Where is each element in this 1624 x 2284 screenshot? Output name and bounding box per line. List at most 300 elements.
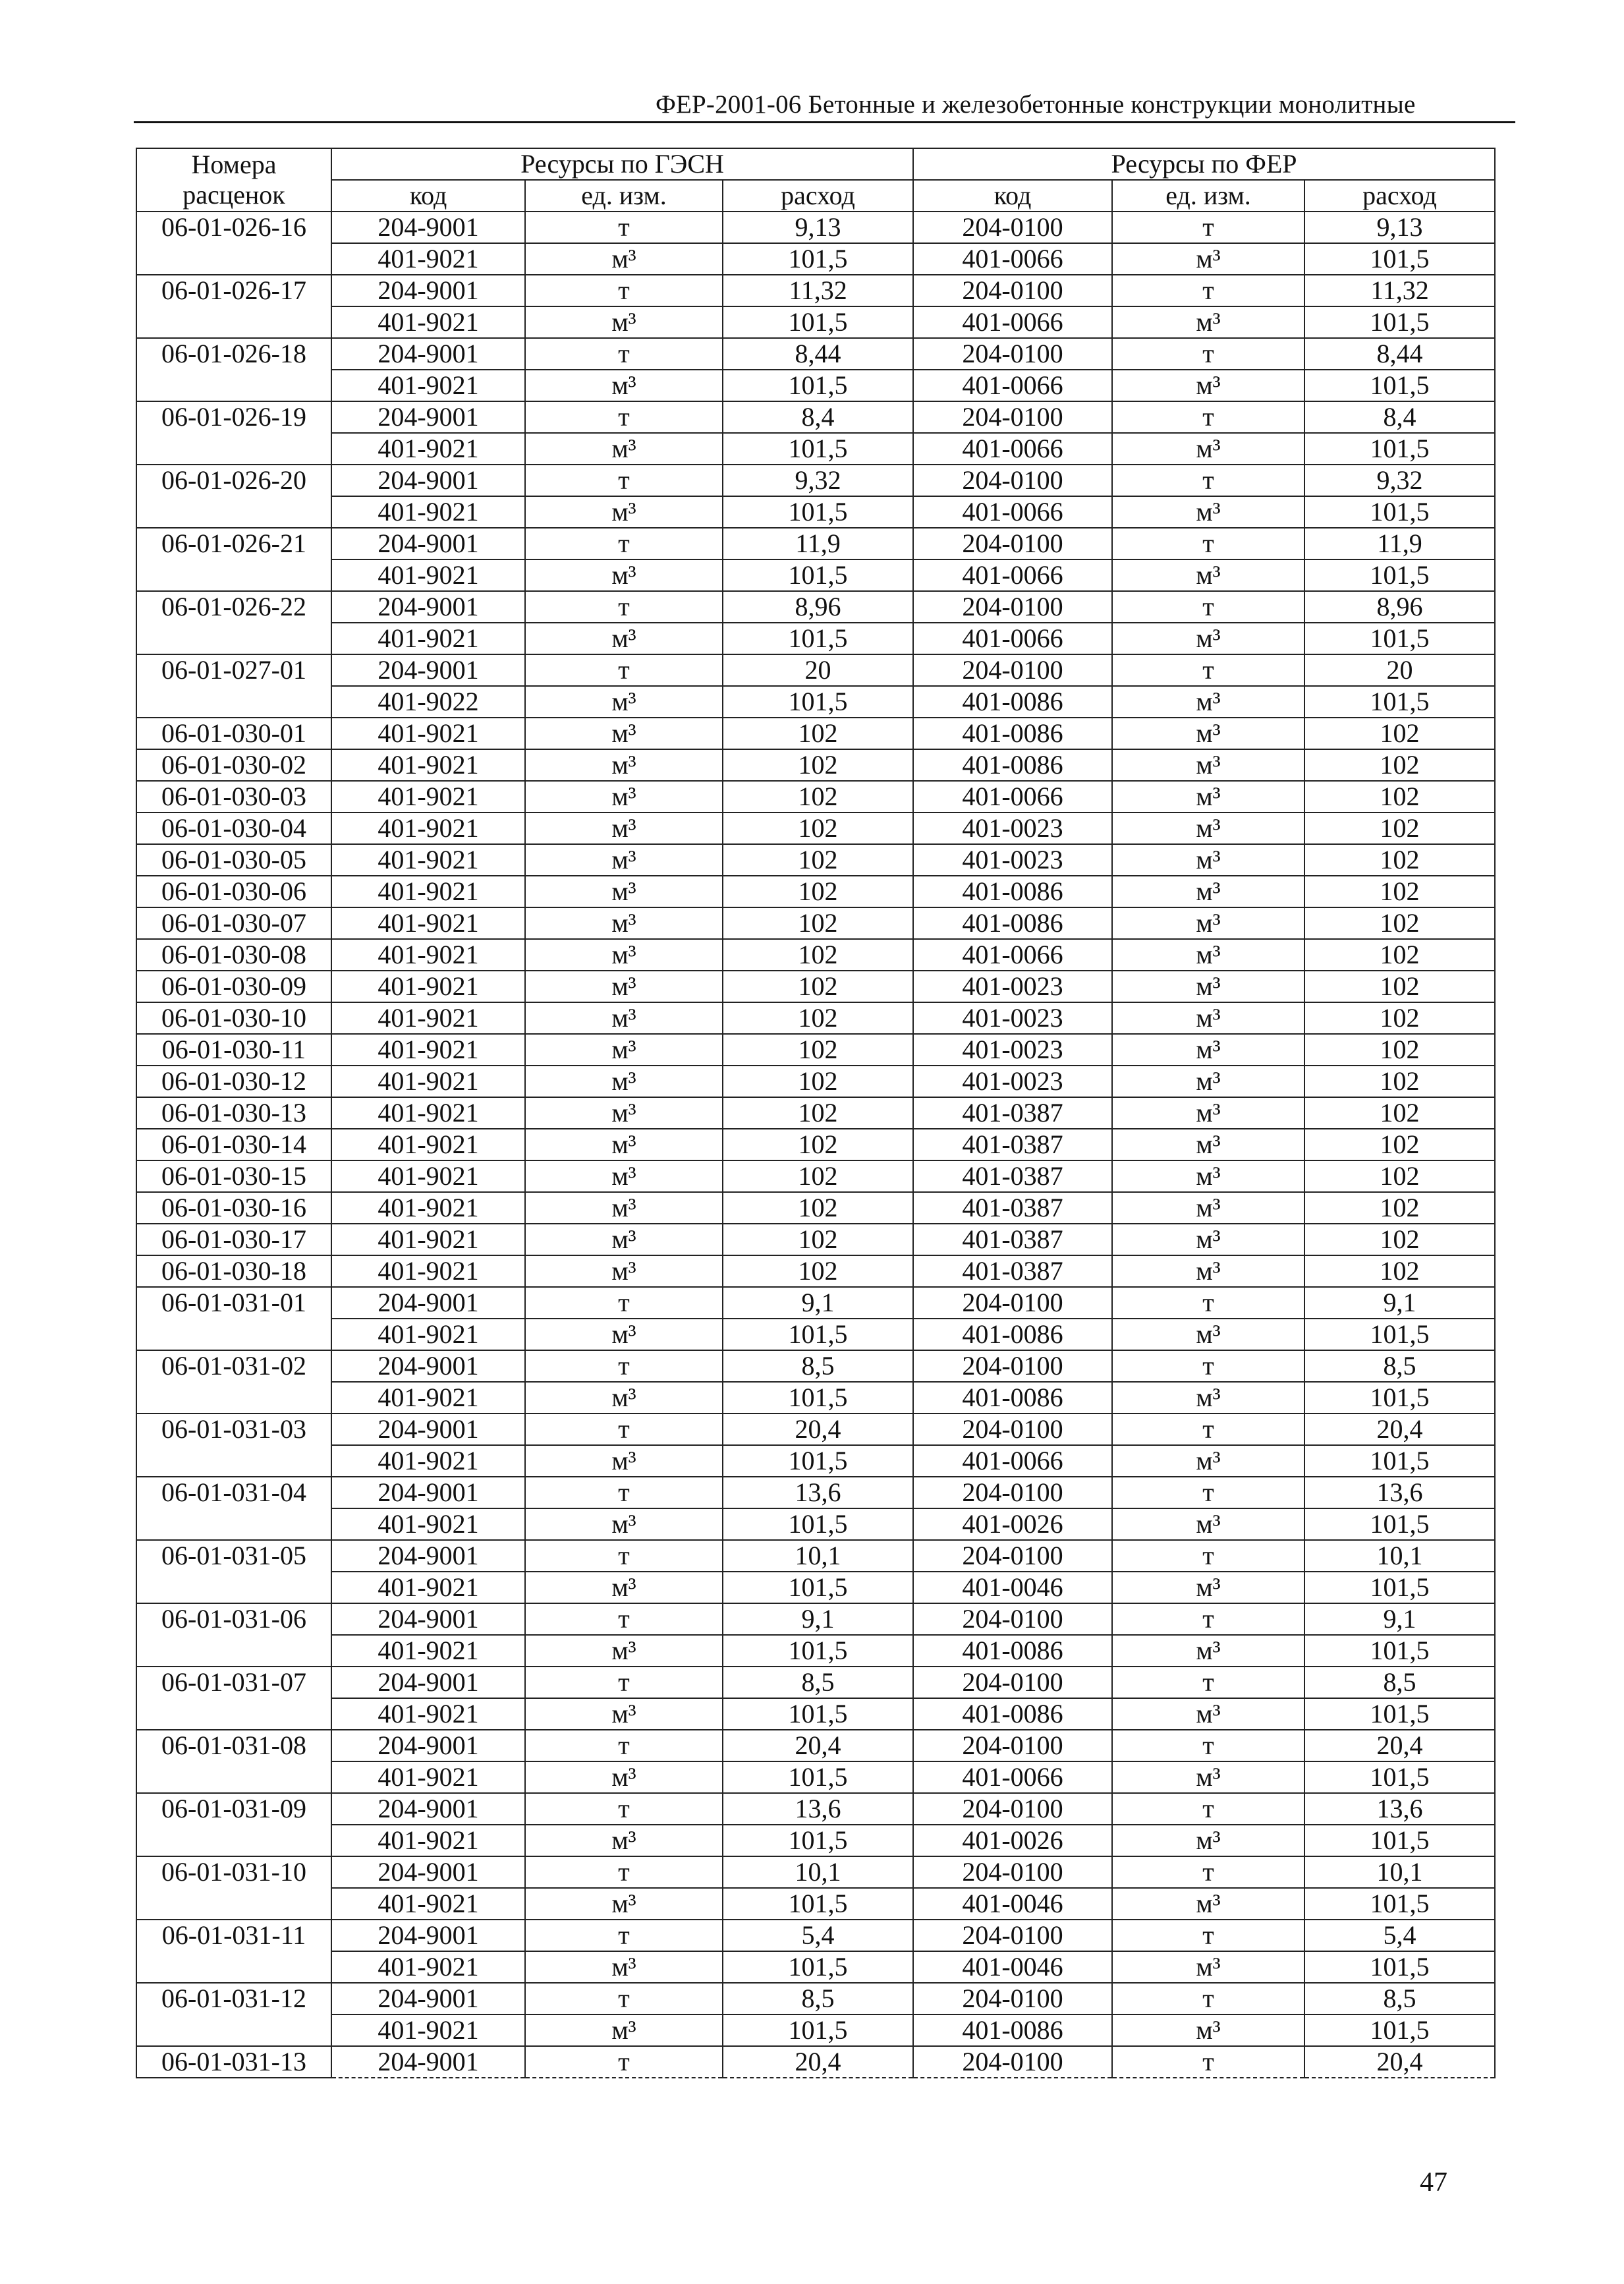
table-row (136, 401, 1495, 433)
fer-code-cell: 401-0066 (913, 496, 1112, 528)
fer-qty-cell: 102 (1304, 1255, 1495, 1287)
fer-qty-cell: 102 (1304, 844, 1495, 876)
gesn-unit-cell: м³ (525, 718, 723, 749)
gesn-code-cell: 401-9021 (331, 623, 525, 654)
fer-code-cell: 204-0100 (913, 1983, 1112, 2014)
table-row (136, 1508, 1495, 1540)
fer-unit-cell: м³ (1112, 1635, 1304, 1667)
fer-code-cell: 401-0387 (913, 1224, 1112, 1255)
gesn-unit-cell: м³ (525, 1255, 723, 1287)
gesn-qty-cell: 9,1 (723, 1603, 913, 1635)
gesn-code-cell: 204-9001 (331, 1983, 525, 2014)
fer-code-cell: 204-0100 (913, 1540, 1112, 1572)
page-header: ФЕР-2001-06 Бетонные и железобетонные конструкции монолитные (656, 90, 1416, 119)
gesn-unit-cell: т (525, 401, 723, 433)
rate-number-cell: 06-01-030-03 (136, 781, 331, 813)
fer-code-cell: 204-0100 (913, 212, 1112, 243)
rate-number-cell: 06-01-027-01 (136, 654, 331, 718)
fer-unit-cell: м³ (1112, 1825, 1304, 1856)
fer-qty-cell: 8,4 (1304, 401, 1495, 433)
gesn-qty-cell: 20 (723, 654, 913, 686)
gesn-code-cell: 401-9021 (331, 844, 525, 876)
gesn-unit-cell: т (525, 1540, 723, 1572)
rate-number-cell: 06-01-030-18 (136, 1255, 331, 1287)
table-row (136, 1856, 1495, 1888)
gesn-unit-cell: т (525, 1667, 723, 1698)
gesn-code-cell: 204-9001 (331, 338, 525, 370)
gesn-code-cell: 204-9001 (331, 654, 525, 686)
fer-code-cell: 204-0100 (913, 1287, 1112, 1319)
gesn-code-cell: 401-9021 (331, 1224, 525, 1255)
gesn-code-cell: 401-9021 (331, 718, 525, 749)
gesn-qty-cell: 101,5 (723, 1888, 913, 1920)
header-rate-number-line1: Номера (191, 150, 277, 179)
fer-code-cell: 401-0387 (913, 1255, 1112, 1287)
fer-qty-cell: 8,5 (1304, 1983, 1495, 2014)
gesn-code-cell: 401-9021 (331, 1319, 525, 1350)
gesn-code-cell: 204-9001 (331, 465, 525, 496)
table-row (136, 1793, 1495, 1825)
fer-qty-cell: 102 (1304, 1034, 1495, 1066)
fer-code-cell: 401-0066 (913, 781, 1112, 813)
fer-unit-cell: м³ (1112, 1192, 1304, 1224)
fer-qty-cell: 101,5 (1304, 496, 1495, 528)
rate-number-cell: 06-01-031-06 (136, 1603, 331, 1667)
fer-unit-cell: м³ (1112, 370, 1304, 401)
fer-qty-cell: 102 (1304, 1160, 1495, 1192)
table-row (136, 243, 1495, 275)
gesn-unit-cell: т (525, 1477, 723, 1508)
gesn-unit-cell: м³ (525, 1445, 723, 1477)
fer-qty-cell: 101,5 (1304, 2014, 1495, 2046)
fer-code-cell: 401-0023 (913, 1034, 1112, 1066)
table-row (136, 1572, 1495, 1603)
gesn-qty-cell: 102 (723, 1066, 913, 1097)
gesn-unit-cell: т (525, 1603, 723, 1635)
fer-code-cell: 401-0023 (913, 1002, 1112, 1034)
fer-qty-cell: 11,9 (1304, 528, 1495, 559)
table-row (136, 1667, 1495, 1698)
fer-code-cell: 401-0046 (913, 1951, 1112, 1983)
gesn-unit-cell: т (525, 212, 723, 243)
fer-unit-cell: м³ (1112, 1698, 1304, 1730)
gesn-code-cell: 204-9001 (331, 212, 525, 243)
fer-qty-cell: 101,5 (1304, 1572, 1495, 1603)
rate-number-cell: 06-01-026-20 (136, 465, 331, 528)
rate-number-cell: 06-01-031-13 (136, 2046, 331, 2078)
fer-unit-cell: м³ (1112, 907, 1304, 939)
gesn-code-cell: 401-9021 (331, 1761, 525, 1793)
gesn-unit-cell: т (525, 1413, 723, 1445)
rate-number-cell: 06-01-026-18 (136, 338, 331, 401)
table-row (136, 591, 1495, 623)
gesn-unit-cell: м³ (525, 1951, 723, 1983)
gesn-unit-cell: м³ (525, 749, 723, 781)
fer-unit-cell: м³ (1112, 1224, 1304, 1255)
fer-qty-cell: 102 (1304, 1192, 1495, 1224)
rate-number-cell: 06-01-031-03 (136, 1413, 331, 1477)
gesn-unit-cell: м³ (525, 433, 723, 465)
fer-code-cell: 204-0100 (913, 1350, 1112, 1382)
gesn-qty-cell: 9,32 (723, 465, 913, 496)
gesn-qty-cell: 13,6 (723, 1793, 913, 1825)
fer-unit-cell: т (1112, 1793, 1304, 1825)
gesn-unit-cell: т (525, 654, 723, 686)
fer-qty-cell: 101,5 (1304, 1382, 1495, 1413)
gesn-qty-cell: 13,6 (723, 1477, 913, 1508)
fer-qty-cell: 102 (1304, 749, 1495, 781)
fer-unit-cell: м³ (1112, 1034, 1304, 1066)
gesn-unit-cell: м³ (525, 2014, 723, 2046)
fer-code-cell: 401-0066 (913, 939, 1112, 971)
rate-number-cell: 06-01-031-08 (136, 1730, 331, 1793)
fer-qty-cell: 102 (1304, 813, 1495, 844)
fer-code-cell: 401-0066 (913, 370, 1112, 401)
fer-unit-cell: т (1112, 1730, 1304, 1761)
table-row (136, 1983, 1495, 2014)
gesn-code-cell: 204-9001 (331, 2046, 525, 2078)
fer-code-cell: 401-0086 (913, 1319, 1112, 1350)
table-row (136, 1129, 1495, 1160)
fer-unit-cell: т (1112, 1856, 1304, 1888)
fer-qty-cell: 9,32 (1304, 465, 1495, 496)
fer-unit-cell: м³ (1112, 781, 1304, 813)
gesn-code-cell: 401-9021 (331, 1160, 525, 1192)
fer-code-cell: 401-0387 (913, 1192, 1112, 1224)
gesn-qty-cell: 101,5 (723, 1572, 913, 1603)
header-fer-unit: ед. изм. (1112, 180, 1304, 212)
fer-unit-cell: м³ (1112, 1002, 1304, 1034)
fer-code-cell: 401-0086 (913, 749, 1112, 781)
fer-qty-cell: 13,6 (1304, 1793, 1495, 1825)
fer-unit-cell: м³ (1112, 1572, 1304, 1603)
rate-number-cell: 06-01-030-14 (136, 1129, 331, 1160)
gesn-code-cell: 401-9021 (331, 1445, 525, 1477)
rate-number-cell: 06-01-031-01 (136, 1287, 331, 1350)
rate-number-cell: 06-01-026-17 (136, 275, 331, 338)
fer-code-cell: 204-0100 (913, 1667, 1112, 1698)
fer-qty-cell: 101,5 (1304, 1445, 1495, 1477)
gesn-code-cell: 401-9021 (331, 496, 525, 528)
table-row (136, 496, 1495, 528)
rate-number-cell: 06-01-030-12 (136, 1066, 331, 1097)
fer-qty-cell: 13,6 (1304, 1477, 1495, 1508)
fer-unit-cell: т (1112, 465, 1304, 496)
table-row (136, 1825, 1495, 1856)
table-row (136, 1160, 1495, 1192)
header-gesn-code: код (331, 180, 525, 212)
fer-code-cell: 401-0086 (913, 1698, 1112, 1730)
gesn-unit-cell: т (525, 465, 723, 496)
gesn-qty-cell: 101,5 (723, 496, 913, 528)
gesn-code-cell: 401-9021 (331, 559, 525, 591)
fer-code-cell: 401-0046 (913, 1572, 1112, 1603)
gesn-unit-cell: м³ (525, 939, 723, 971)
fer-unit-cell: м³ (1112, 718, 1304, 749)
fer-code-cell: 401-0066 (913, 243, 1112, 275)
table-row (136, 971, 1495, 1002)
fer-unit-cell: т (1112, 1603, 1304, 1635)
gesn-qty-cell: 8,4 (723, 401, 913, 433)
table-row (136, 1445, 1495, 1477)
rate-number-cell: 06-01-026-19 (136, 401, 331, 465)
gesn-code-cell: 204-9001 (331, 1540, 525, 1572)
gesn-qty-cell: 102 (723, 1129, 913, 1160)
fer-unit-cell: м³ (1112, 559, 1304, 591)
fer-unit-cell: м³ (1112, 876, 1304, 907)
gesn-unit-cell: т (525, 1920, 723, 1951)
table-row (136, 1319, 1495, 1350)
gesn-unit-cell: т (525, 338, 723, 370)
gesn-qty-cell: 101,5 (723, 1382, 913, 1413)
fer-qty-cell: 10,1 (1304, 1540, 1495, 1572)
gesn-unit-cell: м³ (525, 971, 723, 1002)
gesn-unit-cell: м³ (525, 876, 723, 907)
gesn-unit-cell: т (525, 1856, 723, 1888)
fer-code-cell: 401-0086 (913, 686, 1112, 718)
table-row (136, 212, 1495, 243)
fer-unit-cell: т (1112, 1477, 1304, 1508)
table-row (136, 1477, 1495, 1508)
gesn-code-cell: 401-9021 (331, 2014, 525, 2046)
fer-qty-cell: 101,5 (1304, 1635, 1495, 1667)
header-rule (134, 121, 1515, 123)
header-rate-number (136, 148, 331, 212)
gesn-qty-cell: 101,5 (723, 370, 913, 401)
rate-number-cell: 06-01-030-05 (136, 844, 331, 876)
fer-qty-cell: 20,4 (1304, 1413, 1495, 1445)
table-row (136, 939, 1495, 971)
fer-qty-cell: 102 (1304, 781, 1495, 813)
gesn-unit-cell: м³ (525, 1761, 723, 1793)
resources-table (136, 148, 1496, 2078)
fer-unit-cell: м³ (1112, 1508, 1304, 1540)
table-row (136, 338, 1495, 370)
gesn-qty-cell: 101,5 (723, 559, 913, 591)
gesn-code-cell: 401-9021 (331, 1508, 525, 1540)
rate-number-cell: 06-01-030-06 (136, 876, 331, 907)
header-fer-code: код (913, 180, 1112, 212)
fer-code-cell: 401-0066 (913, 623, 1112, 654)
header-gesn-qty: расход (723, 180, 913, 212)
fer-code-cell: 401-0026 (913, 1825, 1112, 1856)
gesn-qty-cell: 101,5 (723, 1508, 913, 1540)
fer-code-cell: 204-0100 (913, 1413, 1112, 1445)
gesn-unit-cell: т (525, 275, 723, 306)
rate-number-cell: 06-01-030-08 (136, 939, 331, 971)
fer-qty-cell: 102 (1304, 907, 1495, 939)
fer-qty-cell: 101,5 (1304, 559, 1495, 591)
table-row (136, 876, 1495, 907)
gesn-code-cell: 401-9021 (331, 1382, 525, 1413)
fer-qty-cell: 101,5 (1304, 1319, 1495, 1350)
fer-code-cell: 204-0100 (913, 654, 1112, 686)
rate-number-cell: 06-01-031-10 (136, 1856, 331, 1920)
gesn-qty-cell: 101,5 (723, 2014, 913, 2046)
gesn-unit-cell: м³ (525, 686, 723, 718)
rate-number-cell: 06-01-030-10 (136, 1002, 331, 1034)
fer-qty-cell: 8,44 (1304, 338, 1495, 370)
fer-code-cell: 401-0066 (913, 1761, 1112, 1793)
gesn-unit-cell: т (525, 591, 723, 623)
gesn-qty-cell: 20,4 (723, 1730, 913, 1761)
gesn-code-cell: 401-9021 (331, 1129, 525, 1160)
gesn-code-cell: 401-9021 (331, 1698, 525, 1730)
gesn-qty-cell: 102 (723, 844, 913, 876)
gesn-code-cell: 401-9021 (331, 1097, 525, 1129)
fer-unit-cell: т (1112, 591, 1304, 623)
rate-number-cell: 06-01-030-16 (136, 1192, 331, 1224)
fer-code-cell: 204-0100 (913, 465, 1112, 496)
table-header (136, 148, 1495, 212)
fer-qty-cell: 20,4 (1304, 2046, 1495, 2078)
fer-code-cell: 204-0100 (913, 1920, 1112, 1951)
fer-qty-cell: 101,5 (1304, 1951, 1495, 1983)
fer-code-cell: 401-0086 (913, 1635, 1112, 1667)
gesn-code-cell: 401-9021 (331, 813, 525, 844)
rate-number-cell: 06-01-026-21 (136, 528, 331, 591)
gesn-qty-cell: 10,1 (723, 1540, 913, 1572)
fer-code-cell: 401-0066 (913, 1445, 1112, 1477)
table-row (136, 1224, 1495, 1255)
gesn-qty-cell: 101,5 (723, 1825, 913, 1856)
fer-qty-cell: 102 (1304, 718, 1495, 749)
table-row (136, 1888, 1495, 1920)
table-row (136, 1951, 1495, 1983)
header-gesn-unit: ед. изм. (525, 180, 723, 212)
rate-number-cell: 06-01-031-02 (136, 1350, 331, 1413)
fer-qty-cell: 9,13 (1304, 212, 1495, 243)
fer-code-cell: 401-0086 (913, 1382, 1112, 1413)
fer-qty-cell: 9,1 (1304, 1287, 1495, 1319)
fer-code-cell: 401-0023 (913, 971, 1112, 1002)
fer-code-cell: 204-0100 (913, 275, 1112, 306)
table-row (136, 623, 1495, 654)
gesn-code-cell: 401-9021 (331, 1002, 525, 1034)
fer-unit-cell: м³ (1112, 1129, 1304, 1160)
table-row (136, 559, 1495, 591)
fer-qty-cell: 11,32 (1304, 275, 1495, 306)
gesn-unit-cell: м³ (525, 1572, 723, 1603)
fer-unit-cell: т (1112, 2046, 1304, 2078)
gesn-code-cell: 204-9001 (331, 1413, 525, 1445)
gesn-unit-cell: м³ (525, 1129, 723, 1160)
fer-qty-cell: 8,5 (1304, 1350, 1495, 1382)
gesn-qty-cell: 11,9 (723, 528, 913, 559)
table-row (136, 686, 1495, 718)
table-row (136, 1603, 1495, 1635)
gesn-unit-cell: м³ (525, 559, 723, 591)
fer-code-cell: 401-0086 (913, 2014, 1112, 2046)
gesn-unit-cell: м³ (525, 844, 723, 876)
header-fer-qty: расход (1304, 180, 1495, 212)
gesn-code-cell: 401-9021 (331, 306, 525, 338)
fer-qty-cell: 101,5 (1304, 370, 1495, 401)
gesn-code-cell: 401-9021 (331, 243, 525, 275)
table-row (136, 781, 1495, 813)
gesn-code-cell: 204-9001 (331, 528, 525, 559)
gesn-qty-cell: 102 (723, 1002, 913, 1034)
gesn-qty-cell: 5,4 (723, 1920, 913, 1951)
gesn-qty-cell: 20,4 (723, 2046, 913, 2078)
gesn-qty-cell: 8,5 (723, 1983, 913, 2014)
header-group-gesn: Ресурсы по ГЭСН (331, 148, 913, 180)
fer-qty-cell: 101,5 (1304, 306, 1495, 338)
gesn-unit-cell: м³ (525, 370, 723, 401)
fer-unit-cell: м³ (1112, 1951, 1304, 1983)
fer-code-cell: 401-0023 (913, 813, 1112, 844)
fer-qty-cell: 101,5 (1304, 1825, 1495, 1856)
gesn-qty-cell: 8,5 (723, 1350, 913, 1382)
fer-qty-cell: 8,5 (1304, 1667, 1495, 1698)
gesn-code-cell: 204-9001 (331, 1603, 525, 1635)
gesn-unit-cell: м³ (525, 1698, 723, 1730)
fer-unit-cell: м³ (1112, 1066, 1304, 1097)
table-row (136, 1382, 1495, 1413)
fer-unit-cell: т (1112, 1920, 1304, 1951)
gesn-code-cell: 401-9021 (331, 1888, 525, 1920)
rate-number-cell: 06-01-030-09 (136, 971, 331, 1002)
rate-number-cell: 06-01-030-01 (136, 718, 331, 749)
fer-qty-cell: 102 (1304, 939, 1495, 971)
fer-unit-cell: т (1112, 401, 1304, 433)
fer-code-cell: 204-0100 (913, 1730, 1112, 1761)
table-row (136, 2014, 1495, 2046)
table-row (136, 306, 1495, 338)
gesn-unit-cell: т (525, 1287, 723, 1319)
fer-unit-cell: т (1112, 275, 1304, 306)
table-row (136, 1034, 1495, 1066)
fer-code-cell: 401-0387 (913, 1097, 1112, 1129)
gesn-qty-cell: 102 (723, 1255, 913, 1287)
gesn-qty-cell: 9,1 (723, 1287, 913, 1319)
fer-unit-cell: м³ (1112, 1319, 1304, 1350)
gesn-qty-cell: 101,5 (723, 1951, 913, 1983)
gesn-unit-cell: м³ (525, 1508, 723, 1540)
fer-qty-cell: 20 (1304, 654, 1495, 686)
gesn-code-cell: 204-9001 (331, 401, 525, 433)
gesn-qty-cell: 102 (723, 1160, 913, 1192)
table-row (136, 844, 1495, 876)
fer-unit-cell: т (1112, 1540, 1304, 1572)
fer-unit-cell: м³ (1112, 1255, 1304, 1287)
gesn-qty-cell: 101,5 (723, 1698, 913, 1730)
rate-number-cell: 06-01-031-05 (136, 1540, 331, 1603)
table-row (136, 1002, 1495, 1034)
gesn-qty-cell: 102 (723, 907, 913, 939)
gesn-unit-cell: м³ (525, 1034, 723, 1066)
gesn-code-cell: 204-9001 (331, 1287, 525, 1319)
rate-number-cell: 06-01-026-22 (136, 591, 331, 654)
fer-code-cell: 204-0100 (913, 591, 1112, 623)
gesn-qty-cell: 9,13 (723, 212, 913, 243)
rate-number-cell: 06-01-030-15 (136, 1160, 331, 1192)
gesn-qty-cell: 102 (723, 1192, 913, 1224)
gesn-unit-cell: м³ (525, 1160, 723, 1192)
table-row (136, 1255, 1495, 1287)
gesn-code-cell: 401-9021 (331, 749, 525, 781)
table-row (136, 2046, 1495, 2078)
fer-qty-cell: 20,4 (1304, 1730, 1495, 1761)
gesn-qty-cell: 101,5 (723, 686, 913, 718)
fer-unit-cell: т (1112, 1350, 1304, 1382)
rate-number-cell: 06-01-031-11 (136, 1920, 331, 1983)
fer-unit-cell: т (1112, 654, 1304, 686)
gesn-unit-cell: т (525, 1983, 723, 2014)
fer-unit-cell: м³ (1112, 844, 1304, 876)
fer-code-cell: 204-0100 (913, 528, 1112, 559)
fer-qty-cell: 102 (1304, 1097, 1495, 1129)
